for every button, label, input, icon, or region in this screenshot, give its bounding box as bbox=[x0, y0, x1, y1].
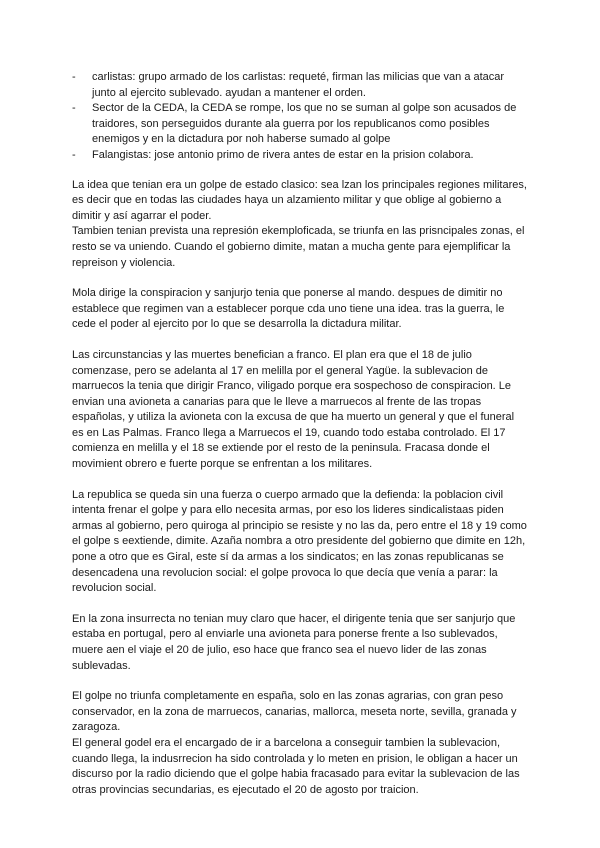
bullet-dash: - bbox=[72, 148, 76, 161]
paragraph: El golpe no triunfa completamente en españa, solo en las zonas agrarias, con gran peso conservador, en la zona de marruecos, canarias, mallorca, meseta norte, sevilla, granada y zaragoza. bbox=[72, 690, 517, 734]
paragraph: La idea que tenian era un golpe de estado clasico: sea lzan los principales regiones militares, es decir que en todas las ciudades haya un alzamiento militar y que oblige al gobierno a dimitir y así agarrar el poder. bbox=[72, 178, 527, 222]
list-item bbox=[72, 70, 528, 101]
paragraph: Las circunstancias y las muertes benefician a franco. El plan era que el 18 de julio comenzase, pero se adelanta al 17 en melilla por el general Yagüe. la sublevacion de marruecos la tenia que dirigir Franco, viligado porque era sospechoso de conspiracion. Le envian una avioneta a canarias para que le lleve a marruecos al frente de las tropas españolas, y utiliza la avioneta con la excusa de que ha muerto un general y que el funeral es en Las Palmas. Franco llega a Marruecos el 19, cuando todo estaba controlado. El 17 comienza en melilla y el 18 se extiende por el resto de la peninsula. Fracasa donde el movimient obrero e fuerte porque se enfrentan a los militares. bbox=[72, 348, 515, 471]
list-item-text: Sector de la CEDA, la CEDA se rompe, los que no se suman al golpe son acusados de traidores, son perseguidos durante ala guerra por los republicanos como posibles enemigos y en la dictadura por noh haberse sumado al golpe bbox=[92, 102, 517, 146]
list-item-text: carlistas: grupo armado de los carlistas: requeté, firman las milicias que van a atacar junto al ejercito sublevado. ayudan a mantener el orden. bbox=[92, 71, 505, 99]
list-item bbox=[72, 148, 528, 164]
paragraph: Tambien tenian prevista una represión ekemploficada, se triunfa en las prisncipales zonas, el resto se va uniendo. Cuando el gobierno dimite, matan a mucha gente para ejemplificar la repreison y violencia. bbox=[72, 225, 525, 269]
paragraph: Mola dirige la conspiracion y sanjurjo tenia que ponerse al mando. despues de dimitir no establece que regimen van a establecer porque cda uno tiene una idea. tras la guerra, le cede el poder al ejercito por lo que se desarrolla la dictadura militar. bbox=[72, 287, 505, 331]
paragraph: La republica se queda sin una fuerza o cuerpo armado que la defienda: la poblacion civil intenta frenar el golpe y para ello necesita armas, por eso los lideres sindicalistaas piden armas al gobierno, pero quiroga al principio se resiste y no las da, pero entre el 18 y 19 como el golpe s eextiende, dimite. Azaña nombra a otro presidente del gobierno que dimite en 12h, pone a otro que es Giral, este sí da armas a los sindicatos; en las zonas republicanas se desencadena una revolucion social: el golpe provoca lo que decía que venía a parar: la revolucion social. bbox=[72, 488, 527, 595]
paragraph: El general godel era el encargado de ir a barcelona a conseguir tambien la sublevacion, cuando llega, la indusrrecion ha sido controlada y lo meten en prision, le obligan a hacer un discurso por la radio diciendo que el golpe habia fracasado para evitar la sublevacion de las otras provincias secundarias, es ejecutado el 20 de agosto por traicion. bbox=[72, 736, 520, 796]
list-item-text: Falangistas: jose antonio primo de rivera antes de estar en la prision colabora. bbox=[92, 148, 474, 161]
list-item bbox=[72, 101, 528, 148]
bullet-dash: - bbox=[72, 71, 76, 83]
faction-list bbox=[72, 70, 528, 164]
bullet-dash: - bbox=[72, 102, 76, 115]
paragraph: En la zona insurrecta no tenian muy claro que hacer, el dirigente tenia que ser sanjurjo que estaba en portugal, pero al enviarle una avioneta para ponerse frente a lso sublevados, muere aen el viaje el 20 de julio, eso hace que franco sea el nuevo lider de las zonas sublevadas. bbox=[72, 612, 516, 672]
